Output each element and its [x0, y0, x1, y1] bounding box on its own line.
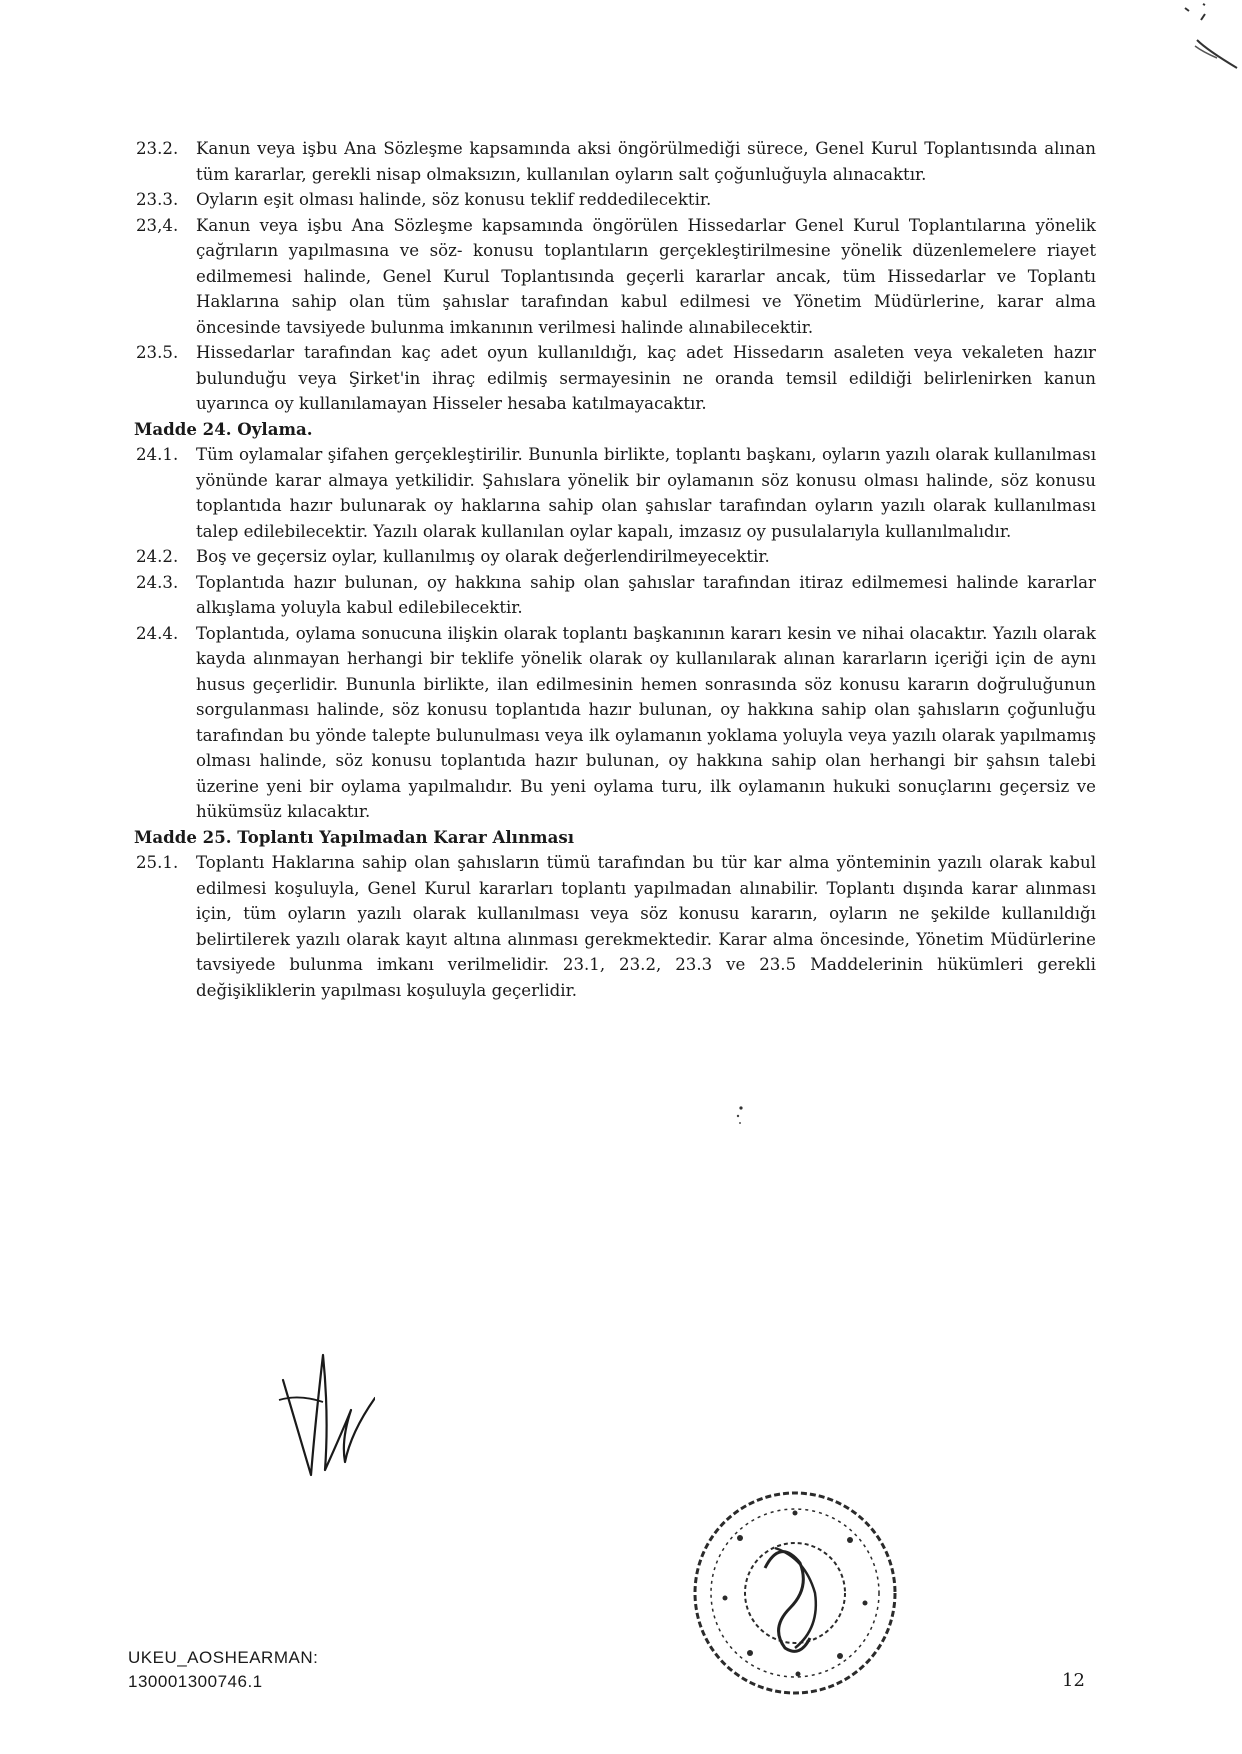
- page-number: 12: [1062, 1670, 1085, 1691]
- clause-text: Toplantıda hazır bulunan, oy hakkına sahip olan şahıslar tarafından itiraz edilmemesi halinde kararlar alkışlama yoluyla kabul edilebilecektir.: [196, 572, 1096, 617]
- clause-24-4: [136, 621, 1096, 825]
- clause-number: 25.1.: [136, 853, 179, 872]
- clause-text: Kanun veya işbu Ana Sözleşme kapsamında öngörülen Hissedarlar Genel Kurul Toplantılarına yönelik çağrıların yapılmasına ve söz- konusu toplantıların gerçekleştirilmesine yönelik düzenlemelere riayet edilmemesi halinde, Genel Kurul Toplantısında geçerli kararlar ancak, tüm Hissedarlar ve Toplantı Haklarına sahip olan tüm şahıslar tarafından kabul edilmesi ve Yönetim Müdürlerine, karar alma öncesinde tavsiyede bulunma imkanının verilmesi halinde alınabilecektir.: [196, 215, 1096, 337]
- article-24-heading: Madde 24. Oylama.: [134, 418, 313, 439]
- clause-number: 23.5.: [136, 343, 179, 362]
- reference-line-2: 130001300746.1: [128, 1672, 263, 1691]
- clause-number: 24.4.: [136, 623, 179, 643]
- clause-23-5: [136, 340, 1096, 417]
- reference-line-1: UKEU_AOSHEARMAN:: [128, 1648, 319, 1667]
- scan-speck: [735, 1105, 745, 1127]
- clause-number: 24.2.: [136, 547, 179, 566]
- clause-23-3: [136, 187, 1096, 213]
- signature-mark: [275, 1340, 375, 1490]
- clause-number: 24.1.: [136, 445, 179, 464]
- article-25-heading: Madde 25. Toplantı Yapılmadan Karar Alınması: [134, 826, 575, 847]
- document-reference: [128, 1646, 318, 1694]
- clause-number: 23,4.: [136, 215, 179, 235]
- corner-scan-mark: [1175, 0, 1242, 70]
- official-stamp: [680, 1478, 910, 1708]
- clause-number: 23.3.: [136, 190, 179, 209]
- clause-text: Toplantı Haklarına sahip olan şahısların tümü tarafından bu tür kar alma yönteminin yazılı olarak kabul edilmesi koşuluyla, Genel Kurul kararları toplantı yapılmadan alınabilir. Toplantı dışında karar alınması için, tüm oyların yazılı olarak kullanılması veya söz konusu kararın, oyların ne şekilde kullanıldığı belirtilerek yazılı olarak kayıt altına alınması gerekmektedir. Karar alma öncesinde, Yönetim Müdürlerine tavsiyede bulunma imkanı verilmelidir. 23.1, 23.2, 23.3 ve 23.5 Maddelerinin hükümleri gerekli değişikliklerin yapılması koşuluyla geçerlidir.: [196, 853, 1096, 1000]
- clause-text: Toplantıda, oylama sonucuna ilişkin olarak toplantı başkanının kararı kesin ve nihai olacaktır. Yazılı olarak kayda alınmayan herhangi bir teklife yönelik olarak oy kullanılarak alınan kararların içeriği için de aynı husus geçerlidir. Bununla birlikte, ilan edilmesinin hemen sonrasında söz konusu kararın doğruluğunun sorgulanması halinde, söz konusu toplantıda hazır bulunan, oy hakkına sahip olan şahısların çoğunluğu tarafından bu yönde talepte bulunulması veya ilk oylamanın yoklama yoluyla veya yazılı olarak yapılmamış olması halinde, söz konusu toplantıda hazır bulunan, oy hakkına sahip olan herhangi bir şahsın talebi üzerine yeni bir oylama yapılmalıdır. Bu yeni oylama turu, ilk oylamanın hukuki sonuçlarını geçersiz ve hükümsüz kılacaktır.: [196, 623, 1096, 821]
- document-body: [136, 136, 1096, 1003]
- clause-23-2: [136, 136, 1096, 187]
- clause-24-1: [136, 442, 1096, 544]
- clause-text: Boş ve geçersiz oylar, kullanılmış oy olarak değerlendirilmeyecektir.: [196, 547, 770, 566]
- clause-number: 23.2.: [136, 139, 179, 158]
- clause-24-3: [136, 570, 1096, 621]
- clause-text: Oyların eşit olması halinde, söz konusu teklif reddedilecektir.: [196, 190, 712, 209]
- clause-number: 24.3.: [136, 572, 179, 592]
- clause-23-4: [136, 213, 1096, 341]
- clause-24-2: [136, 544, 1096, 570]
- clause-text: Kanun veya işbu Ana Sözleşme kapsamında aksi öngörülmediği sürece, Genel Kurul Toplantısında alınan tüm kararlar, gerekli nisap olmaksızın, kullanılan oyların salt çoğunluğuyla alınacaktır.: [196, 139, 1096, 184]
- clause-25-1: [136, 850, 1096, 1003]
- clause-text: Hissedarlar tarafından kaç adet oyun kullanıldığı, kaç adet Hissedarın asaleten veya vekaleten hazır bulunduğu veya Şirket'in ihraç edilmiş sermayesinin ne oranda temsil edildiği belirlenirken kanun uyarınca oy kullanılamayan Hisseler hesaba katılmayacaktır.: [196, 343, 1096, 413]
- clause-text: Tüm oylamalar şifahen gerçekleştirilir. Bununla birlikte, toplantı başkanı, oyların yazılı olarak kullanılması yönünde karar almaya yetkilidir. Şahıslara yönelik bir oylamanın söz konusu olması halinde, söz konusu toplantıda hazır bulunarak oy haklarına sahip olan şahıslar tarafından oyların yazılı olarak kullanılması talep edilebilecektir. Yazılı olarak kullanılan oylar kapalı, imzasız oy pusulalarıyla kullanılmalıdır.: [196, 445, 1096, 541]
